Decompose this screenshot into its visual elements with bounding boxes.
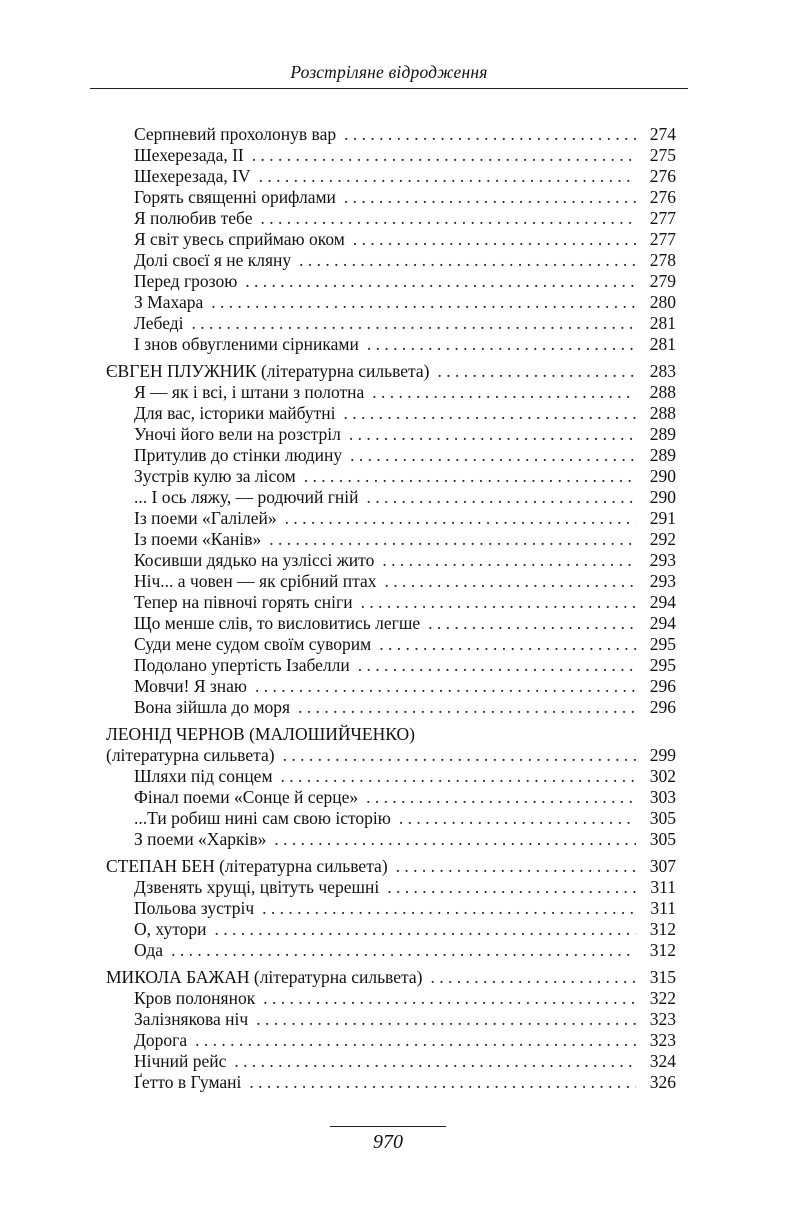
leader-dots [215,919,636,940]
leader-dots [399,808,636,829]
section-note: (літературна сильвета) [256,361,430,381]
section-author: МИКОЛА БАЖАН [106,967,250,987]
page-ref: 296 [649,676,676,696]
page-ref: 326 [649,1072,676,1092]
section-heading-entry [106,745,676,766]
page-number: 970 [373,1131,403,1153]
leader-dots [283,745,636,766]
page-ref: 295 [649,634,676,654]
section-title [106,856,388,877]
entry-title: Дзвенять хрущі, цвітуть черешні [134,877,380,897]
leader-dots [281,766,636,787]
page-ref: 323 [649,1009,676,1029]
page-ref: 290 [649,487,676,507]
toc-entry [106,1009,676,1030]
entry-title: Серпневий прохолонув вар [134,124,337,144]
leader-dots [261,208,636,229]
toc-entry [106,592,676,613]
leader-dots [263,988,636,1009]
leader-dots [245,271,636,292]
leader-dots [428,613,636,634]
leader-dots [274,829,636,850]
entry-title: ... І ось ляжу, — родючий гній [134,487,359,507]
entry-title: Шехерезада, II [134,145,244,165]
toc-entry [106,250,676,271]
page-ref: 302 [649,766,676,786]
page-ref: 293 [649,571,676,591]
entry-title: Ода [134,940,164,960]
entry-title: Притулив до стінки людину [134,445,343,465]
leader-dots [298,697,636,718]
section-title [106,361,430,382]
entry-title: Зустрів кулю за лісом [134,466,296,486]
page-ref: 274 [649,124,676,144]
entry-title: Залізнякова ніч [134,1009,249,1029]
toc-entry [106,613,676,634]
entry-title: Шехерезада, IV [134,166,251,186]
toc-entry [106,187,676,208]
leader-dots [192,313,637,334]
leader-dots [195,1030,636,1051]
page-ref: 295 [649,655,676,675]
leader-dots [249,1072,636,1093]
entry-title: Дорога [134,1030,188,1050]
toc-entry [106,1030,676,1051]
leader-dots [262,898,636,919]
toc-entry [106,571,676,592]
footer-rule [330,1126,446,1127]
toc-entry [106,634,676,655]
entry-title: Суди мене судом своїм суворим [134,634,372,654]
page-ref: 283 [649,361,676,381]
page-ref: 312 [649,919,676,939]
toc-entry [106,208,676,229]
page-ref: 294 [649,592,676,612]
toc-entry [106,508,676,529]
toc-entry [106,676,676,697]
leader-dots [382,550,636,571]
entry-title: Із поеми «Галілей» [134,508,277,528]
toc-entry [106,940,676,961]
leader-dots [259,166,636,187]
section-author: СТЕПАН БЕН [106,856,215,876]
toc-entry [106,766,676,787]
toc-entry [106,808,676,829]
leader-dots [361,592,636,613]
toc-entry [106,271,676,292]
page-ref: 296 [649,697,676,717]
leader-dots [384,571,636,592]
leader-dots [252,145,636,166]
entry-title: Нічний рейс [134,1051,227,1071]
page-ref: 278 [649,250,676,270]
leader-dots [255,676,636,697]
toc-entry [106,292,676,313]
section-note: (літературна сильвета) [106,745,275,765]
page-ref: 288 [649,382,676,402]
entry-title: Фінал поеми «Сонце й серце» [134,787,359,807]
toc-entry [106,403,676,424]
leader-dots [171,940,636,961]
leader-dots [299,250,636,271]
page-ref: 280 [649,292,676,312]
page-ref: 276 [649,166,676,186]
leader-dots [366,787,636,808]
leader-dots [379,634,636,655]
leader-dots [234,1051,636,1072]
leader-dots [367,487,637,508]
page-ref: 324 [649,1051,676,1071]
entry-title: Мовчи! Я знаю [134,676,248,696]
page-ref: 322 [649,988,676,1008]
entry-title: Горять священні орифлами [134,187,336,207]
entry-title: Шляхи під сонцем [134,766,273,786]
toc-entry [106,655,676,676]
page-ref: 312 [649,940,676,960]
entry-title: Вона зійшла до моря [134,697,291,717]
entry-title: Кров полонянок [134,988,256,1008]
page-ref: 281 [649,313,676,333]
toc-entry [106,166,676,187]
running-header [90,60,688,89]
entry-title: Польова зустріч [134,898,255,918]
page-ref: 281 [649,334,676,354]
toc-entry [106,877,676,898]
entry-title: Тепер на півночі горять сніги [134,592,353,612]
leader-dots [387,877,636,898]
toc-entry [106,919,676,940]
page-ref: 293 [649,550,676,570]
page-ref: 276 [649,187,676,207]
leader-dots [344,403,636,424]
toc-entry [106,145,676,166]
leader-dots [353,229,636,250]
toc-entry [106,829,676,850]
page-ref: 289 [649,445,676,465]
toc-entry [106,787,676,808]
entry-title: Я — як і всі, і штани з полотна [134,382,365,402]
section-heading-entry [106,967,676,988]
leader-dots [349,424,636,445]
page-ref: 291 [649,508,676,528]
entry-title: Долі своєї я не кляну [134,250,292,270]
entry-title: Перед грозою [134,271,238,291]
entry-title: Лебеді [134,313,184,333]
toc-entry [106,466,676,487]
toc-entry [106,550,676,571]
leader-dots [367,334,636,355]
page-ref: 311 [650,877,676,897]
entry-title: Ґетто в Гумані [134,1072,242,1092]
leader-dots [211,292,636,313]
entry-title: Я полюбив тебе [134,208,253,228]
entry-title: Для вас, історики майбутні [134,403,336,423]
entry-title: З Махара [134,292,204,312]
entry-title: Уночі його вели на розстріл [134,424,341,444]
toc-entry [106,313,676,334]
leader-dots [358,655,636,676]
toc-entry [106,382,676,403]
toc-entry [106,124,676,145]
entry-title: Із поеми «Канів» [134,529,262,549]
toc-entry [106,988,676,1009]
toc-entry [106,424,676,445]
page-ref: 299 [649,745,676,765]
page-ref: 311 [650,898,676,918]
leader-dots [269,529,636,550]
running-header-title: Розстріляне відродження [290,62,488,82]
page-ref: 288 [649,403,676,423]
entry-title: З поеми «Харків» [134,829,267,849]
toc-entry [106,529,676,550]
entry-title: Я світ увесь сприймаю оком [134,229,345,249]
page-ref: 292 [649,529,676,549]
section-note: (літературна сильвета) [214,856,388,876]
leader-dots [438,361,636,382]
section-author: ЄВГЕН ПЛУЖНИК [106,361,257,381]
page-ref: 305 [649,808,676,828]
toc-entry [106,334,676,355]
toc-entry [106,445,676,466]
toc-entry [106,487,676,508]
page-ref: 303 [649,787,676,807]
toc-entry [106,898,676,919]
section-heading-entry [106,856,676,877]
leader-dots [344,124,636,145]
page-ref: 289 [649,424,676,444]
leader-dots [350,445,636,466]
page-ref: 277 [649,229,676,249]
page-ref: 275 [649,145,676,165]
entry-title: О, хутори [134,919,207,939]
table-of-contents [106,124,676,1093]
entry-title: Подолано упертість Ізабелли [134,655,350,675]
leader-dots [304,466,636,487]
section-title [106,967,422,988]
leader-dots [256,1009,636,1030]
page-ref: 315 [649,967,676,987]
page-ref: 323 [649,1030,676,1050]
leader-dots [396,856,636,877]
section-note: (літературна сильвета) [249,967,423,987]
page-ref: 294 [649,613,676,633]
leader-dots [372,382,636,403]
section-heading-entry [106,361,676,382]
page-ref: 277 [649,208,676,228]
page-ref: 290 [649,466,676,486]
toc-entry [106,1051,676,1072]
entry-title: Ніч... а човен — як срібний птах [134,571,377,591]
entry-title: Косивши дядько на узліссі жито [134,550,375,570]
toc-entry [106,1072,676,1093]
leader-dots [285,508,636,529]
toc-entry [106,229,676,250]
entry-title: ...Ти робиш нині сам свою історію [134,808,391,828]
leader-dots [344,187,636,208]
page-ref: 279 [649,271,676,291]
entry-title: І знов обвугленими сірниками [134,334,359,354]
section-author: ЛЕОНІД ЧЕРНОВ (МАЛОШИЙЧЕНКО) [106,724,415,744]
page-ref: 307 [649,856,676,876]
page-ref: 305 [649,829,676,849]
entry-title: Що менше слів, то висловитись легше [134,613,421,633]
toc-entry [106,697,676,718]
leader-dots [430,967,636,988]
